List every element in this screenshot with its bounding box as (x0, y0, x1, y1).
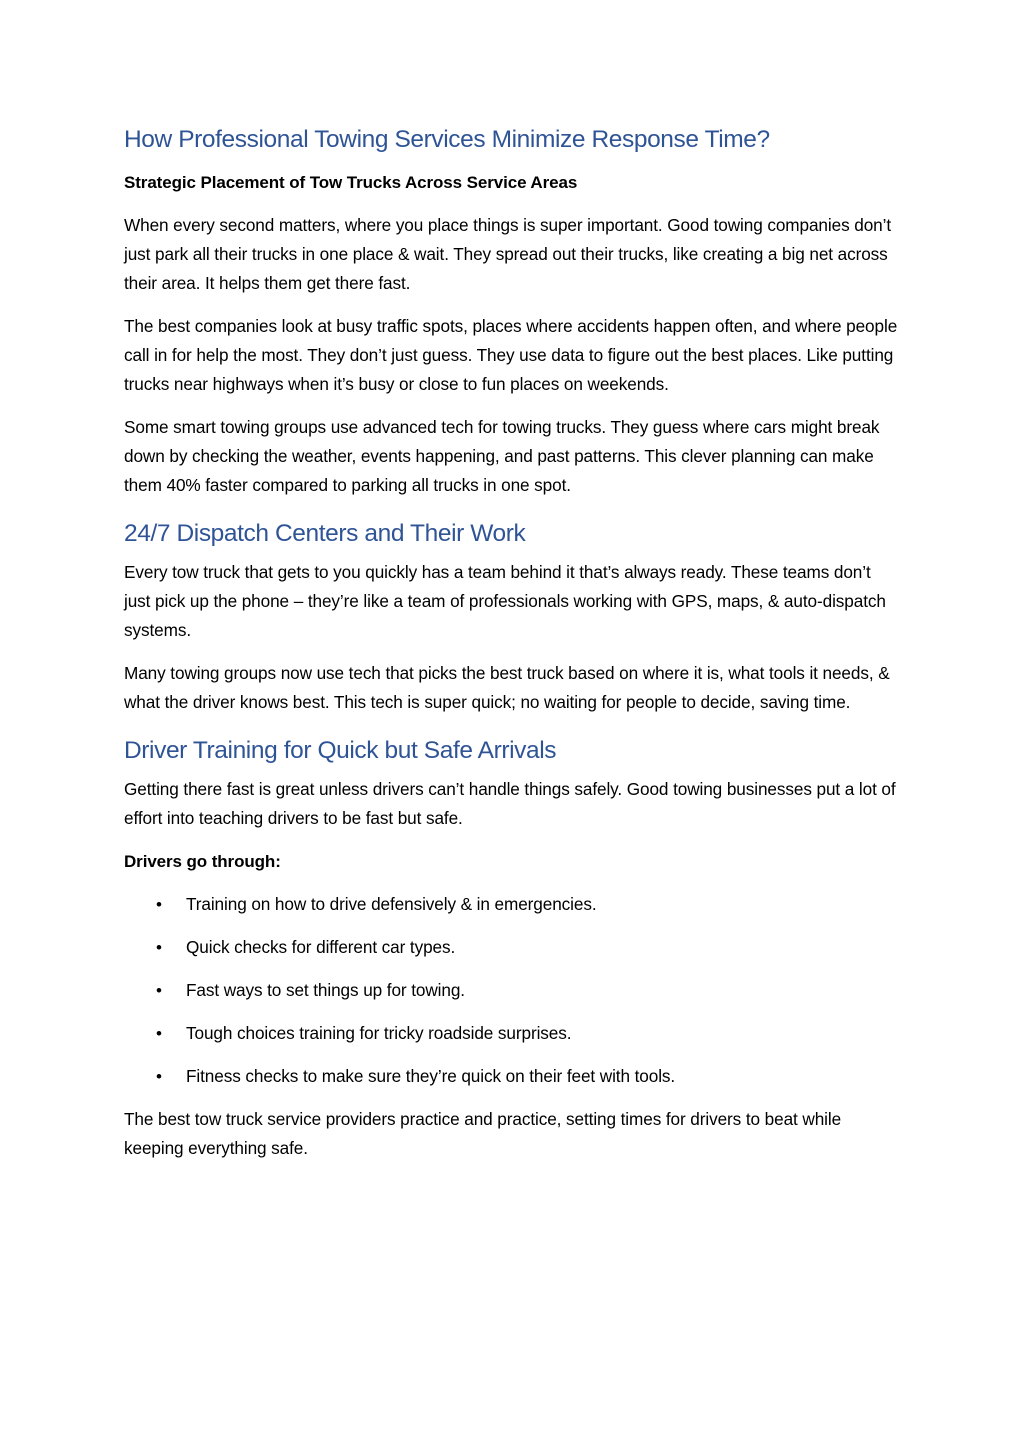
paragraph: The best tow truck service providers practice and practice, setting times for drivers to beat while keeping everything safe. (124, 1109, 842, 1158)
list-label: Drivers go through: (124, 852, 281, 871)
bullet-icon: • (156, 1067, 162, 1086)
paragraph: When every second matters, where you place things is super important. Good towing companies don’t just park all their trucks in one place & wait. They spread out their trucks, like creating a big net across their area. It helps them get there fast. (124, 215, 892, 293)
bullet-icon: • (156, 981, 162, 1000)
page-title: How Professional Towing Services Minimize Response Time? (124, 126, 770, 153)
bullet-icon: • (156, 938, 162, 957)
list-item-text: Fitness checks to make sure they’re quick on their feet with tools. (186, 1066, 676, 1086)
list-item-text: Fast ways to set things up for towing. (186, 980, 465, 1000)
bullet-icon: • (156, 1024, 162, 1043)
list-item (124, 890, 900, 919)
document-page (124, 122, 900, 1177)
paragraph: The best companies look at busy traffic spots, places where accidents happen often, and where people call in for help the most. They don’t just guess. They use data to figure out the best places. Like putting trucks near highways when it’s busy or close to fun places on weekends. (124, 316, 898, 394)
list-item-text: Training on how to drive defensively & in emergencies. (186, 894, 597, 914)
list-item (124, 976, 900, 1005)
bullet-list (124, 890, 900, 1091)
section-heading: 24/7 Dispatch Centers and Their Work (124, 520, 526, 547)
list-item-text: Tough choices training for tricky roadside surprises. (186, 1023, 572, 1043)
list-item-text: Quick checks for different car types. (186, 937, 456, 957)
section-heading: Driver Training for Quick but Safe Arrivals (124, 737, 557, 764)
list-item (124, 933, 900, 962)
list-item (124, 1019, 900, 1048)
paragraph: Every tow truck that gets to you quickly has a team behind it that’s always ready. These teams don’t just pick up the phone – they’re like a team of professionals working with GPS, maps, & auto-dispatch systems. (124, 562, 886, 640)
paragraph: Some smart towing groups use advanced tech for towing trucks. They guess where cars might break down by checking the weather, events happening, and past patterns. This clever planning can make them 40% faster compared to parking all trucks in one spot. (124, 417, 880, 495)
paragraph: Getting there fast is great unless drivers can’t handle things safely. Good towing businesses put a lot of effort into teaching drivers to be fast but safe. (124, 779, 896, 828)
bullet-icon: • (156, 895, 162, 914)
paragraph: Many towing groups now use tech that picks the best truck based on where it is, what tools it needs, & what the driver knows best. This tech is super quick; no waiting for people to decide, saving time. (124, 663, 890, 712)
list-item (124, 1062, 900, 1091)
section-subtitle: Strategic Placement of Tow Trucks Across Service Areas (124, 173, 578, 192)
